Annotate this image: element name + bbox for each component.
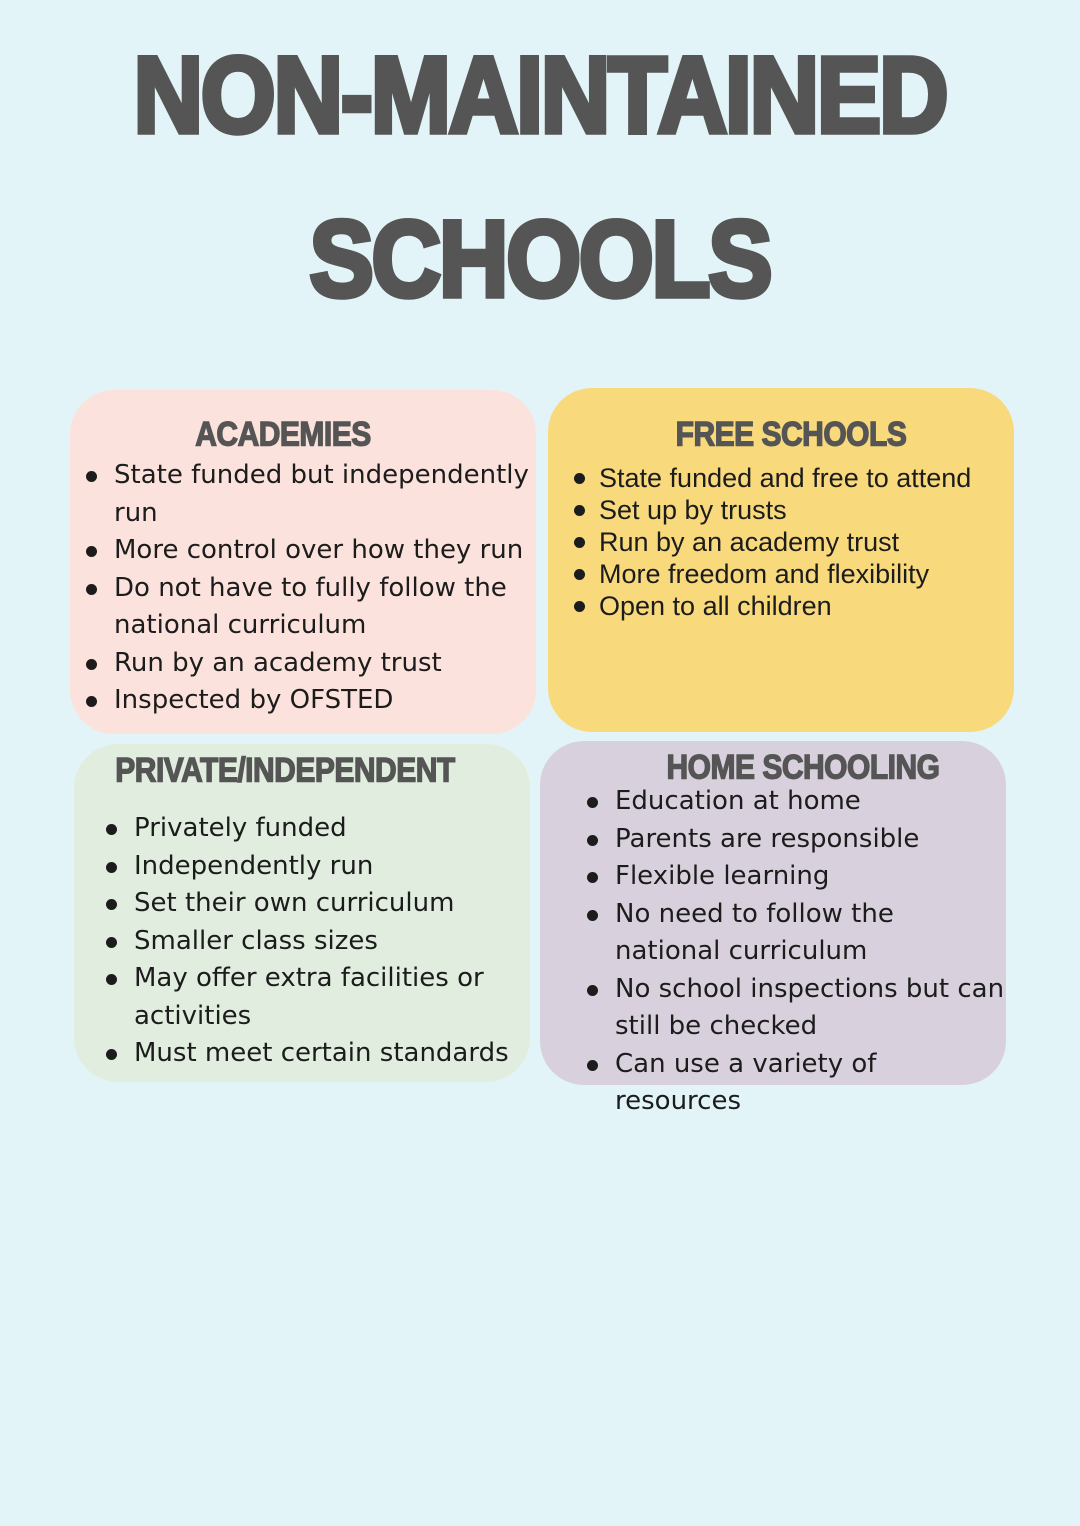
list-item: Smaller class sizes <box>106 923 526 961</box>
list-item: Set up by trusts <box>574 494 1004 526</box>
list-item: Independently run <box>106 848 526 886</box>
free-schools-heading: FREE SCHOOLS <box>675 415 907 454</box>
home-schooling-card <box>540 741 1006 1116</box>
academies-heading: ACADEMIES <box>195 415 371 454</box>
home-schooling-heading: HOME SCHOOLING <box>666 748 940 787</box>
list-item: Inspected by OFSTED <box>86 682 536 720</box>
list-item: May offer extra facilities or activities <box>106 960 526 1035</box>
list-item: Run by an academy trust <box>86 645 536 683</box>
list-item: Do not have to fully follow the national curriculum <box>86 570 536 645</box>
academies-card <box>70 390 536 734</box>
list-item: State funded and free to attend <box>574 462 1004 494</box>
page-title-line-2: SCHOOLS <box>309 199 771 320</box>
free-schools-list <box>574 462 1004 622</box>
list-item: Education at home <box>587 783 1007 821</box>
list-item: More control over how they run <box>86 532 536 570</box>
list-item: No school inspections but can still be checked <box>587 971 1007 1046</box>
free-schools-card <box>548 388 1014 732</box>
list-item: More freedom and flexibility <box>574 558 1004 590</box>
page-title-line-1: NON-MAINTAINED <box>133 35 947 156</box>
private-independent-card <box>74 744 530 1082</box>
private-independent-heading: PRIVATE/INDEPENDENT <box>115 751 455 790</box>
list-item: State funded but independently run <box>86 457 536 532</box>
list-item: Can use a variety of resources <box>587 1046 1007 1121</box>
list-item: No need to follow the national curriculum <box>587 896 1007 971</box>
list-item: Run by an academy trust <box>574 526 1004 558</box>
list-item: Must meet certain standards <box>106 1035 526 1073</box>
academies-list <box>86 457 536 720</box>
private-independent-list <box>106 810 526 1073</box>
list-item: Flexible learning <box>587 858 1007 896</box>
list-item: Set their own curriculum <box>106 885 526 923</box>
list-item: Open to all children <box>574 590 1004 622</box>
list-item: Parents are responsible <box>587 821 1007 859</box>
home-schooling-list <box>587 783 1007 1121</box>
list-item: Privately funded <box>106 810 526 848</box>
